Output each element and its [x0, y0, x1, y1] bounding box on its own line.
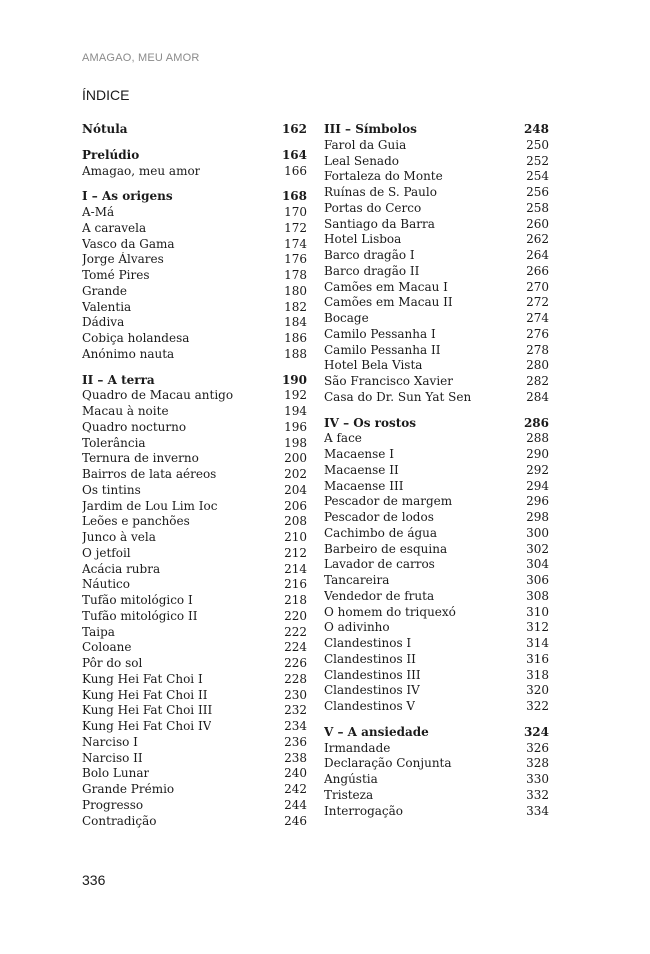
toc-entry-page: 220 — [284, 608, 307, 623]
toc-entry-page: 326 — [526, 740, 549, 755]
toc-entry-page: 312 — [526, 620, 549, 635]
toc-entry-page: 182 — [284, 299, 307, 314]
toc-entry — [82, 467, 307, 483]
toc-entry-title: Anónimo nauta — [82, 346, 175, 361]
toc-entry-title: Kung Hei Fat Choi II — [82, 687, 208, 702]
toc-entry — [82, 284, 307, 300]
toc-entry-title: Lavador de carros — [324, 557, 435, 572]
toc-entry — [324, 557, 549, 573]
toc-entry — [82, 814, 307, 830]
toc-entry-title: Cobiça holandesa — [82, 331, 190, 345]
toc-entry — [82, 237, 307, 253]
toc-entry-title: Nótula — [82, 122, 128, 136]
toc-entry-page: 202 — [284, 467, 307, 481]
toc-entry-title: Prelúdio — [82, 147, 140, 162]
toc-section-heading — [82, 122, 307, 138]
toc-entry-title: Farol da Guia — [324, 137, 407, 152]
toc-entry-title: II – A terra — [82, 372, 155, 387]
toc-entry — [324, 374, 549, 390]
toc-entry — [82, 252, 307, 268]
toc-entry-page: 330 — [526, 772, 549, 786]
toc-entry-title: A caravela — [82, 220, 147, 235]
toc-entry — [82, 703, 307, 719]
toc-entry — [82, 420, 307, 436]
toc-entry — [324, 201, 549, 217]
toc-entry — [324, 447, 549, 463]
toc-entry — [324, 573, 549, 589]
toc-entry-page: 282 — [526, 374, 549, 388]
toc-entry — [324, 494, 549, 510]
section-title: ÍNDICE — [82, 87, 130, 103]
toc-entry-page: 300 — [526, 525, 549, 540]
toc-entry — [324, 652, 549, 668]
toc-entry-title: III – Símbolos — [324, 122, 417, 136]
toc-entry-page: 172 — [284, 220, 307, 235]
toc-entry-title: Barbeiro de esquina — [324, 541, 448, 556]
toc-entry-title: Grande — [82, 283, 127, 298]
toc-entry-page: 234 — [284, 719, 307, 733]
toc-entry — [82, 593, 307, 609]
toc-entry — [324, 683, 549, 699]
toc-entry-page: 256 — [526, 185, 549, 199]
toc-entry-page: 186 — [284, 331, 307, 345]
toc-entry-title: Tomé Pires — [82, 268, 150, 282]
toc-entry-title: Hotel Lisboa — [324, 232, 402, 247]
toc-entry — [82, 530, 307, 546]
toc-entry-page: 216 — [284, 577, 307, 592]
toc-entry — [324, 463, 549, 479]
toc-entry — [324, 185, 549, 201]
toc-entry-title: Interrogação — [324, 803, 404, 818]
toc-entry-page: 334 — [526, 803, 549, 818]
toc-entry-page: 332 — [526, 787, 549, 802]
toc-entry-title: Kung Hei Fat Choi IV — [82, 719, 212, 733]
toc-entry — [82, 656, 307, 672]
toc-entry-title: Camilo Pessanha II — [324, 342, 441, 357]
toc-entry-title: Macaense III — [324, 478, 404, 493]
toc-entry-page: 246 — [284, 813, 307, 828]
toc-entry-title: Bocage — [324, 311, 369, 325]
toc-entry-title: Bolo Lunar — [82, 766, 150, 781]
toc-entry — [82, 688, 307, 704]
toc-entry-title: Clandestinos V — [324, 699, 416, 713]
toc-entry-page: 230 — [284, 687, 307, 702]
toc-entry-title: Clandestinos III — [324, 667, 421, 682]
toc-entry-title: Vendedor de fruta — [324, 588, 435, 603]
toc-entry-title: Valentia — [82, 299, 132, 314]
toc-entry-title: A-Má — [82, 205, 115, 219]
running-head: AMAGAO, MEU AMOR — [82, 52, 200, 64]
toc-entry-page: 306 — [526, 573, 549, 587]
toc-entry-title: Kung Hei Fat Choi I — [82, 671, 203, 686]
toc-entry-page: 292 — [526, 462, 549, 477]
toc-section-heading — [324, 416, 549, 432]
toc-entry-title: Camões em Macau I — [324, 279, 448, 294]
toc-entry — [82, 483, 307, 499]
toc-entry — [324, 280, 549, 296]
toc-section-heading — [324, 122, 549, 138]
toc-entry — [82, 451, 307, 467]
toc-entry-page: 302 — [526, 541, 549, 556]
toc-entry — [324, 668, 549, 684]
toc-entry-page: 194 — [284, 404, 307, 418]
toc-entry — [324, 804, 549, 820]
toc-entry — [324, 741, 549, 757]
toc-entry — [82, 719, 307, 735]
toc-entry-title: Kung Hei Fat Choi III — [82, 703, 213, 718]
toc-entry — [324, 390, 549, 406]
toc-entry-title: Jardim de Lou Lim Ioc — [82, 498, 218, 513]
toc-entry-title: O adivinho — [324, 620, 390, 635]
toc-entry — [82, 766, 307, 782]
toc-entry-title: Amagao, meu amor — [82, 163, 201, 178]
toc-entry-title: São Francisco Xavier — [324, 374, 453, 388]
toc-entry-title: Narciso II — [82, 750, 143, 765]
toc-entry-page: 180 — [284, 283, 307, 298]
toc-entry-title: Narciso I — [82, 734, 138, 749]
toc-entry-title: Ternura de inverno — [82, 451, 199, 466]
toc-entry-title: IV – Os rostos — [324, 415, 417, 430]
toc-entry — [324, 479, 549, 495]
toc-entry-page: 296 — [526, 494, 549, 509]
toc-entry-page: 196 — [284, 419, 307, 434]
toc-entry — [324, 756, 549, 772]
toc-entry — [324, 542, 549, 558]
toc-entry — [82, 640, 307, 656]
toc-entry-title: Portas do Cerco — [324, 200, 422, 215]
toc-entry-title: Jorge Álvares — [82, 252, 164, 267]
toc-entry — [324, 358, 549, 374]
toc-entry — [324, 788, 549, 804]
toc-entry-page: 214 — [284, 561, 307, 576]
toc-entry-title: A face — [324, 431, 362, 446]
toc-entry — [324, 620, 549, 636]
toc-entry-title: Coloane — [82, 640, 132, 655]
toc-entry-page: 318 — [526, 667, 549, 682]
toc-entry-title: Casa do Dr. Sun Yat Sen — [324, 389, 472, 404]
toc-entry-page: 166 — [284, 163, 307, 178]
toc-entry — [82, 300, 307, 316]
toc-entry — [82, 751, 307, 767]
toc-entry — [324, 295, 549, 311]
toc-entry-title: Hotel Bela Vista — [324, 358, 423, 373]
toc-entry-page: 278 — [526, 342, 549, 357]
toc-entry-title: Camilo Pessanha I — [324, 326, 436, 341]
toc-entry-page: 254 — [526, 169, 549, 184]
toc-entry-title: Acácia rubra — [82, 561, 161, 576]
toc-entry-page: 210 — [284, 530, 307, 544]
toc-entry — [324, 431, 549, 447]
toc-entry-title: Tristeza — [324, 787, 374, 802]
toc-entry — [82, 347, 307, 363]
toc-entry — [82, 436, 307, 452]
toc-section-heading — [82, 189, 307, 205]
toc-entry-page: 320 — [526, 683, 549, 698]
toc-section-heading — [82, 373, 307, 389]
toc-entry-title: Macaense I — [324, 447, 394, 461]
toc-entry — [82, 331, 307, 347]
toc-entry-title: Tolerância — [82, 435, 146, 450]
toc-entry — [82, 404, 307, 420]
toc-entry — [324, 636, 549, 652]
toc-entry-page: 250 — [526, 137, 549, 152]
toc-entry-page: 218 — [284, 593, 307, 607]
toc-entry — [324, 510, 549, 526]
toc-entry-title: Progresso — [82, 797, 144, 812]
toc-entry-page: 286 — [523, 415, 549, 430]
toc-entry-title: Angústia — [324, 772, 378, 786]
page-number: 336 — [82, 872, 106, 888]
toc-entry-title: Barco dragão I — [324, 248, 415, 262]
toc-entry-page: 184 — [284, 315, 307, 330]
toc-entry-page: 176 — [284, 252, 307, 267]
toc-entry-title: Barco dragão II — [324, 263, 420, 278]
toc-entry-page: 274 — [526, 311, 549, 325]
toc-entry-page: 324 — [523, 724, 549, 739]
toc-entry — [324, 169, 549, 185]
toc-entry-page: 164 — [281, 147, 307, 162]
toc-entry — [82, 164, 307, 180]
toc-entry-page: 304 — [526, 557, 549, 572]
toc-entry-page: 168 — [281, 189, 307, 204]
toc-entry — [82, 388, 307, 404]
toc-section-heading — [324, 725, 549, 741]
toc-entry-page: 232 — [284, 703, 307, 718]
toc-entry-title: I – As origens — [82, 189, 173, 204]
toc-entry-page: 264 — [526, 248, 549, 262]
toc-entry-title: Os tintins — [82, 482, 141, 497]
toc-entry-page: 328 — [526, 756, 549, 771]
toc-entry-title: Pôr do sol — [82, 656, 143, 670]
toc-entry — [82, 609, 307, 625]
toc-entry — [324, 699, 549, 715]
toc-entry — [82, 315, 307, 331]
toc-entry-page: 208 — [284, 514, 307, 529]
toc-entry-title: Grande Prémio — [82, 782, 175, 796]
toc-entry-page: 204 — [284, 482, 307, 497]
toc-entry-page: 198 — [284, 435, 307, 450]
toc-entry-page: 162 — [281, 122, 307, 136]
toc-entry-title: Irmandade — [324, 740, 391, 755]
toc-entry-title: Santiago da Barra — [324, 216, 435, 231]
toc-entry-page: 242 — [284, 782, 307, 796]
toc-entry — [82, 205, 307, 221]
toc-entry-page: 288 — [526, 431, 549, 446]
toc-entry-page: 284 — [526, 389, 549, 404]
toc-entry-page: 188 — [284, 346, 307, 361]
toc-entry-page: 190 — [281, 372, 307, 387]
toc-entry-title: Clandestinos II — [324, 651, 416, 666]
toc-entry-page: 244 — [284, 797, 307, 812]
toc-entry-title: Macau à noite — [82, 404, 169, 418]
toc-entry-title: Pescador de margem — [324, 494, 453, 509]
toc-entry-title: Camões em Macau II — [324, 295, 453, 310]
toc-entry — [82, 514, 307, 530]
toc-entry-title: Dádiva — [82, 315, 125, 330]
toc-entry-page: 266 — [526, 263, 549, 278]
toc-entry-title: Junco à vela — [82, 530, 156, 544]
toc-entry — [82, 798, 307, 814]
toc-entry-page: 238 — [284, 750, 307, 765]
toc-section-heading — [82, 148, 307, 164]
toc-entry-page: 308 — [526, 588, 549, 603]
toc-entry — [324, 772, 549, 788]
toc-entry-page: 252 — [526, 153, 549, 168]
toc-entry-page: 236 — [284, 734, 307, 749]
toc-entry-page: 228 — [284, 671, 307, 686]
toc-entry-page: 224 — [284, 640, 307, 655]
toc-entry-page: 290 — [526, 447, 549, 461]
toc-entry-title: Macaense II — [324, 462, 399, 477]
toc-entry-page: 276 — [526, 326, 549, 341]
toc-entry-title: Quadro de Macau antigo — [82, 388, 234, 403]
toc-entry — [82, 735, 307, 751]
toc-entry — [324, 589, 549, 605]
toc-entry — [324, 526, 549, 542]
toc-entry-page: 240 — [284, 766, 307, 781]
toc-entry-page: 206 — [284, 498, 307, 513]
toc-entry-title: Cachimbo de água — [324, 525, 438, 540]
toc-entry-page: 260 — [526, 216, 549, 231]
toc-column-right — [324, 122, 549, 819]
toc-entry-page: 262 — [526, 232, 549, 247]
toc-entry-title: Tancareira — [324, 573, 390, 587]
toc-entry-title: Bairros de lata aéreos — [82, 467, 217, 481]
toc-entry-title: Leal Senado — [324, 153, 399, 168]
toc-entry-page: 174 — [284, 236, 307, 251]
toc-entry — [324, 327, 549, 343]
toc-entry — [324, 311, 549, 327]
toc-entry-title: Contradição — [82, 813, 157, 828]
toc-entry-title: Quadro nocturno — [82, 419, 187, 434]
toc-entry-title: Vasco da Gama — [82, 236, 175, 251]
toc-entry-title: Tufão mitológico I — [82, 593, 193, 607]
toc-entry-title: V – A ansiedade — [324, 724, 429, 739]
toc-entry — [82, 221, 307, 237]
toc-entry-page: 316 — [526, 651, 549, 666]
toc-entry — [82, 625, 307, 641]
toc-entry-page: 280 — [526, 358, 549, 373]
toc-entry-page: 314 — [526, 636, 549, 650]
toc-entry-page: 272 — [526, 295, 549, 310]
toc-entry — [324, 264, 549, 280]
toc-entry — [82, 562, 307, 578]
toc-entry-title: O homem do triquexó — [324, 604, 456, 619]
toc-entry — [324, 232, 549, 248]
toc-entry-page: 298 — [526, 510, 549, 524]
toc-entry — [82, 546, 307, 562]
toc-entry-page: 322 — [526, 699, 549, 713]
toc-entry-title: O jetfoil — [82, 545, 131, 560]
toc-entry-title: Tufão mitológico II — [82, 608, 198, 623]
toc-entry-page: 248 — [523, 122, 549, 136]
toc-entry-page: 258 — [526, 200, 549, 215]
toc-entry-title: Leões e panchões — [82, 514, 190, 529]
toc-entry-title: Náutico — [82, 577, 130, 592]
toc-entry-page: 310 — [526, 604, 549, 619]
toc-entry-title: Clandestinos I — [324, 636, 412, 650]
toc-entry-page: 294 — [526, 478, 549, 493]
toc-entry — [324, 217, 549, 233]
toc-entry-page: 200 — [284, 451, 307, 466]
toc-entry-page: 270 — [526, 279, 549, 294]
toc-entry-title: Ruínas de S. Paulo — [324, 185, 437, 199]
toc-entry-title: Fortaleza do Monte — [324, 169, 443, 184]
toc-entry — [82, 782, 307, 798]
toc-entry — [82, 268, 307, 284]
toc-entry-page: 222 — [284, 624, 307, 639]
toc-entry-title: Taipa — [82, 624, 115, 639]
toc-entry-title: Pescador de lodos — [324, 510, 434, 524]
toc-entry — [82, 672, 307, 688]
toc-entry-page: 170 — [284, 205, 307, 219]
toc-entry — [324, 343, 549, 359]
toc-entry — [324, 248, 549, 264]
toc-entry — [82, 577, 307, 593]
toc-entry — [324, 605, 549, 621]
toc-column-left — [82, 122, 307, 829]
toc-entry-title: Declaração Conjunta — [324, 756, 452, 771]
toc-entry-page: 226 — [284, 656, 307, 670]
toc-entry-page: 192 — [284, 388, 307, 403]
toc-entry — [82, 499, 307, 515]
toc-entry — [324, 138, 549, 154]
toc-entry-page: 178 — [284, 268, 307, 282]
toc-entry-page: 212 — [284, 545, 307, 560]
toc-entry — [324, 154, 549, 170]
toc-entry-title: Clandestinos IV — [324, 683, 420, 698]
